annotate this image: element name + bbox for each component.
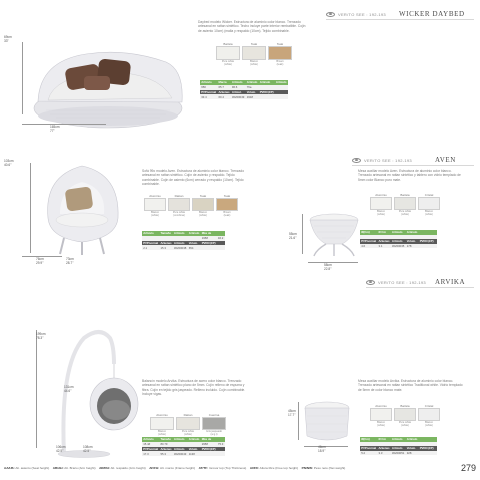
arvika-table-image: [302, 400, 352, 444]
table-row: PVPnormal Arkenas Articul. Volum. PVDN (€P): [200, 90, 288, 95]
eye-icon: [326, 12, 335, 17]
aven-table-swatches: [370, 193, 440, 216]
arvika-table-swatches: [370, 404, 440, 427]
arvika-table-height-label: 45cm 17.7": [288, 409, 296, 417]
arvika-chair-seat-label: 131cm 44.6": [64, 385, 74, 393]
eye-icon: [366, 280, 375, 285]
aven-chair-depth-label: 73cm 28.7": [66, 257, 74, 265]
arvika-chair-base-label: 106cm 42.5": [56, 445, 66, 453]
wicker-data-table: [200, 80, 288, 99]
swatch: Batista Pure white (white): [394, 404, 416, 427]
legend-item: AR/RH: Alt. respaldo (Arm height): [99, 466, 146, 470]
swatch: Batista Pure white (white): [394, 193, 416, 216]
arvika-table-description: Mesa auxiliar modelo Arvika. Estructura de aluminio color blanco. Trenzado artesanal en rattan sintético Traditional white. Vidrio templado de 5mm de color blanco mate.: [358, 379, 463, 392]
aven-chair-swatches: [144, 194, 238, 217]
arvika-divider: [366, 287, 474, 288]
aven-table-data-table: Ø(Cm) Ø Cm Artículo Artículo PVPnormal Arkenas Articulo Volum. PVDN (€P) 4.6 3.1 30200035 178: [360, 230, 437, 248]
aven-chair-data-table: Artículo Tamaño Artículo Artículo Más de 1958 46.2 PVPnormal Arkenas Articulo Volum. PVDN (€P) 2.1 15.3 30200038 654: [143, 231, 224, 250]
aven-divider: [352, 165, 474, 166]
swatch: Aluminio Blanco (white): [370, 193, 392, 216]
table-row: Artículo Marca Artículo Artículo Artículo Artículo: [201, 80, 287, 85]
aven-pages: VER/TO SEE : 192-193: [364, 157, 412, 163]
swatch-caption: Brown (teak): [276, 60, 284, 66]
swatch-header: Batista: [223, 42, 233, 46]
aven-table-height-label: 55cm 21.6": [289, 232, 297, 240]
arvika-title: ARVIKA: [434, 278, 466, 286]
aven-chair-width-label: 76cm 29.9": [36, 257, 44, 265]
swatch-color: [242, 46, 266, 60]
legend-item: AI/FD: Altura libre (Free top height): [249, 466, 299, 470]
page-number: 279: [460, 463, 476, 473]
legend-item: AT/TF: Grosor top (Top Thickness): [198, 466, 247, 470]
aven-chair-height-line: [30, 163, 31, 253]
aven-chair-image: [38, 158, 128, 258]
footer-legend: [4, 463, 476, 473]
swatch: Cristal Blanco (white): [418, 193, 440, 216]
arvika-pages: VER/TO SEE : 192-193: [378, 279, 426, 285]
swatch-header: Teak: [276, 42, 284, 46]
arvika-table-width-line: [304, 446, 348, 447]
arvika-table-height-line: [298, 402, 299, 440]
aven-table-description: Mesa auxiliar modelo Aven. Estructura de aluminio color blanco. Trenzado artesanal en rattan sintético y tablero con vidrio templado de 5mm color Blanco puro mate.: [358, 169, 461, 182]
wicker-height-line: [22, 42, 23, 114]
wicker-height-label: 69cm 33": [4, 35, 12, 43]
swatch: Cuerina Gris jaspeado (w.g.t): [202, 413, 226, 436]
arvika-chair-image: [44, 324, 144, 458]
wicker-title: WICKER DAYBED: [398, 10, 465, 18]
aven-chair-description: Sofá 99o modelo Aven. Estructura de aluminio color blanco. Trenzado artesanal en rattan sintético. Cojín de asiento y respaldo. Tejido combinable. Cojín de asiento (6cm) cerrado y respaldo (10cm). Tejido combinable.: [142, 169, 245, 186]
arvika-table-data-table: Ø(Cm) Ø Cm Artículo Artículo PVPnormal Arkenas Articulo Volum. PVDN (€P) 5.2 3.3 30200051 328: [360, 437, 437, 455]
swatch: [216, 42, 240, 66]
wicker-swatches: [216, 42, 292, 66]
wicker-width-line: [22, 124, 106, 125]
legend-item: AB/AH: Alt. Brazo (Arm height): [52, 466, 96, 470]
wicker-width-label: 165cm 77": [50, 125, 60, 133]
swatch: Aluminio Blanco (white): [150, 413, 174, 436]
swatch: [268, 42, 292, 66]
arvika-chair-swatches: [150, 413, 226, 436]
legend-item: AF/FH: Alt. marco (Frame height): [149, 466, 196, 470]
legend-item: PN/NW: Peso neto (Net weight): [301, 466, 346, 470]
wicker-description: Daybed modelo Wicker. Estructura de aluminio color blanco. Trenzado artesanal en rattan sintético. Techo incluye parte interior rembatible. Cojín de asiento 10cm) (malla y respaldo (10cm). Tejido combinable.: [198, 20, 306, 33]
arvika-section-header: [366, 278, 465, 286]
wicker-divider: [326, 19, 474, 20]
swatch: [242, 42, 266, 66]
aven-section-header: [352, 156, 456, 164]
aven-table-width-label: 58cm 22.8": [324, 263, 332, 271]
aven-title: AVEN: [434, 156, 456, 164]
aven-table-width-line: [308, 262, 358, 263]
eye-icon: [352, 158, 361, 163]
table-row: 65# 65.7 96.6 76a: [200, 85, 288, 90]
swatch: Teak Blanco (white): [192, 194, 214, 217]
aven-chair-height-label: 103cm 40.6": [4, 159, 14, 167]
swatch-color: [268, 46, 292, 60]
wicker-pages: VER/TO SEE : 192-193: [338, 11, 386, 17]
aven-table-image: [306, 210, 362, 258]
table-row: 33.4 60.4 30200049 1918: [200, 94, 288, 99]
swatch: Rattan Pure white (combina): [168, 194, 190, 217]
arvika-chair-description: Balancín modelo Arvika. Estructura de acero color blanco. Trenzado artesanal en rattan sintético plano de 5mm. Cojín relleno de espuma y fibra. Cojín en tejido gris jaspeado. Relleno incluido. Cojín combinable. Incluye vigas.: [142, 379, 246, 396]
swatch: Aluminio Blanco (white): [370, 404, 392, 427]
swatch: Aluminio Blanco (white): [144, 194, 166, 217]
swatch: Rattan Pure white (white): [176, 413, 200, 436]
arvika-chair-height-line: [36, 330, 37, 448]
arvika-chair-data-table: Artículo Tamaño Artículo Artículo Más de 15.4# 80.79 2958 75.3 PVPnormal Arkenas Articulo Volum. PVDN (€P) 17.3 55.3 30200043 1138: [143, 437, 224, 456]
arvika-chair-height-label: 199cm 78.3": [36, 332, 46, 340]
wicker-daybed-image: [26, 36, 196, 136]
swatch: Teak Brown (teak): [216, 194, 238, 217]
wicker-section-header: [326, 10, 465, 18]
legend-item: AA/HS: Alt. asiento (Seat height): [4, 466, 50, 470]
swatch-caption: Blanco (white): [250, 60, 258, 66]
arvika-table-width-label: 46cm 18.9": [318, 445, 326, 453]
aven-table-height-line: [302, 214, 303, 254]
swatch-caption: Pure white (white): [221, 60, 235, 66]
swatch-color: [216, 46, 240, 60]
swatch: Cristal Blanco (white): [418, 404, 440, 427]
arvika-chair-depth-label: 108cm 42.5": [83, 445, 93, 453]
swatch-header: Teak: [250, 42, 258, 46]
